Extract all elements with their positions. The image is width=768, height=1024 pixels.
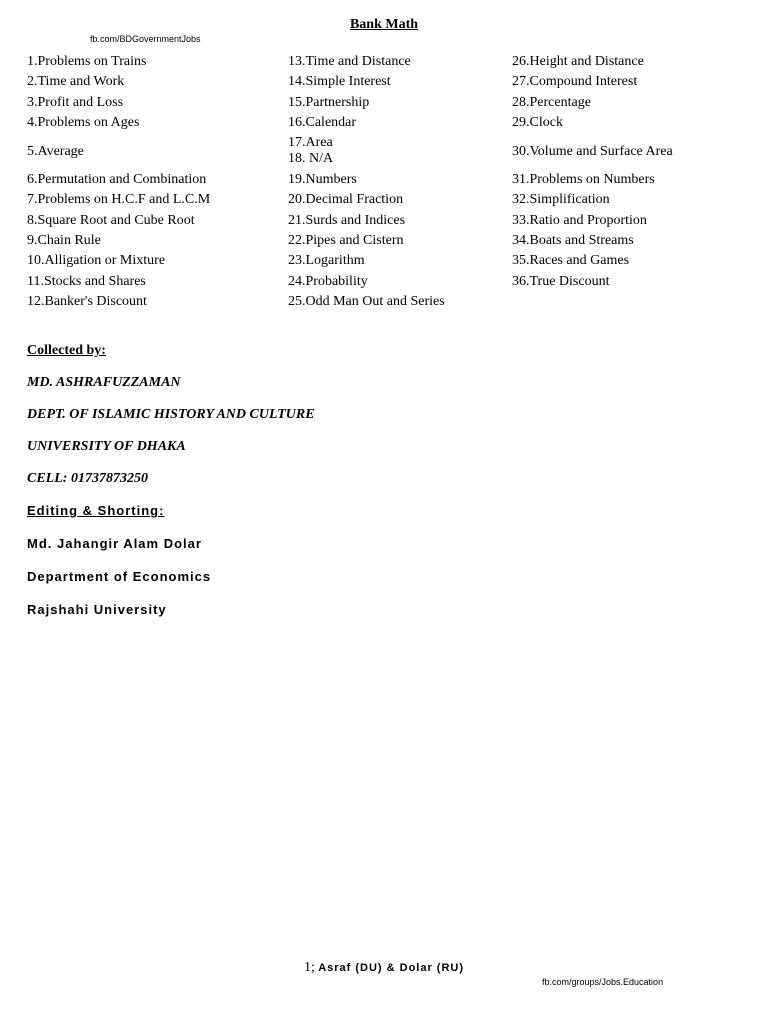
topic-item: 26.Height and Distance: [512, 54, 644, 69]
topic-item: 3.Profit and Loss: [27, 94, 124, 110]
collected-by-label: Collected by:: [27, 343, 106, 358]
topic-item: 34.Boats and Streams: [512, 233, 634, 249]
topic-item: 21.Surds and Indices: [288, 212, 406, 228]
topic-item: 19.Numbers: [288, 172, 357, 188]
topic-item: 10.Alligation or Mixture: [27, 253, 166, 269]
topic-item: 23.Logarithm: [288, 253, 365, 269]
topic-item: 18. N/A: [288, 151, 334, 167]
topic-item: 33.Ratio and Proportion: [512, 212, 647, 228]
credits-section: [27, 343, 315, 635]
facebook-page-link[interactable]: fb.com/BDGovernmentJobs: [90, 34, 201, 44]
topic-item: 24.Probability: [288, 273, 368, 289]
topic-item: 2.Time and Work: [27, 74, 125, 90]
footer-authors: Asraf (DU) & Dolar (RU): [318, 962, 465, 974]
topic-item: 35.Races and Games: [512, 253, 630, 269]
topic-item: 1.Problems on Trains: [27, 54, 147, 69]
topic-item: 22.Pipes and Cistern: [288, 233, 404, 249]
topic-item: 6.Permutation and Combination: [27, 172, 207, 188]
topic-item: 12.Banker's Discount: [27, 293, 147, 309]
topic-column-1: [27, 52, 210, 312]
topic-item: 28.Percentage: [512, 94, 591, 110]
page-title: Bank Math: [349, 17, 419, 32]
topic-item: 8.Square Root and Cube Root: [27, 212, 195, 228]
topic-item: 30.Volume and Surface Area: [512, 144, 673, 160]
topic-item: 27.Compound Interest: [512, 74, 638, 90]
topic-item: 9.Chain Rule: [27, 233, 101, 249]
topic-item-pair: [288, 133, 445, 170]
topic-item: 15.Partnership: [288, 94, 370, 110]
topic-item: 36.True Discount: [512, 273, 610, 289]
topic-item: 16.Calendar: [288, 114, 357, 130]
topic-item: 25.Odd Man Out and Series: [288, 293, 445, 309]
topic-column-2: [288, 52, 445, 312]
topic-item: 20.Decimal Fraction: [288, 192, 404, 208]
page-number: 1;: [303, 960, 315, 975]
topic-item: 11.Stocks and Shares: [27, 273, 146, 289]
collector-department: DEPT. OF ISLAMIC HISTORY AND CULTURE: [27, 407, 315, 422]
facebook-group-link[interactable]: fb.com/groups/Jobs.Education: [542, 977, 664, 987]
topic-item: 29.Clock: [512, 114, 563, 130]
topic-item: 14.Simple Interest: [288, 74, 391, 90]
editor-university: Rajshahi University: [27, 602, 167, 617]
topic-item: 4.Problems on Ages: [27, 114, 140, 130]
topic-item: 17.Area: [288, 135, 333, 151]
topic-item: 32.Simplification: [512, 192, 610, 208]
topic-item: 5.Average: [27, 144, 84, 160]
topic-item: 7.Problems on H.C.F and L.C.M: [27, 192, 211, 208]
page-footer: [0, 960, 768, 976]
collector-university: UNIVERSITY OF DHAKA: [27, 439, 186, 454]
editor-name: Md. Jahangir Alam Dolar: [27, 536, 202, 551]
editor-department: Department of Economics: [27, 569, 212, 584]
topic-item: 31.Problems on Numbers: [512, 172, 655, 188]
topic-column-3: [512, 52, 673, 292]
collector-name: MD. ASHRAFUZZAMAN: [27, 375, 181, 390]
topic-item: 13.Time and Distance: [288, 54, 411, 69]
collector-cell: CELL: 01737873250: [27, 471, 148, 486]
editing-label: Editing & Shorting:: [27, 503, 165, 518]
